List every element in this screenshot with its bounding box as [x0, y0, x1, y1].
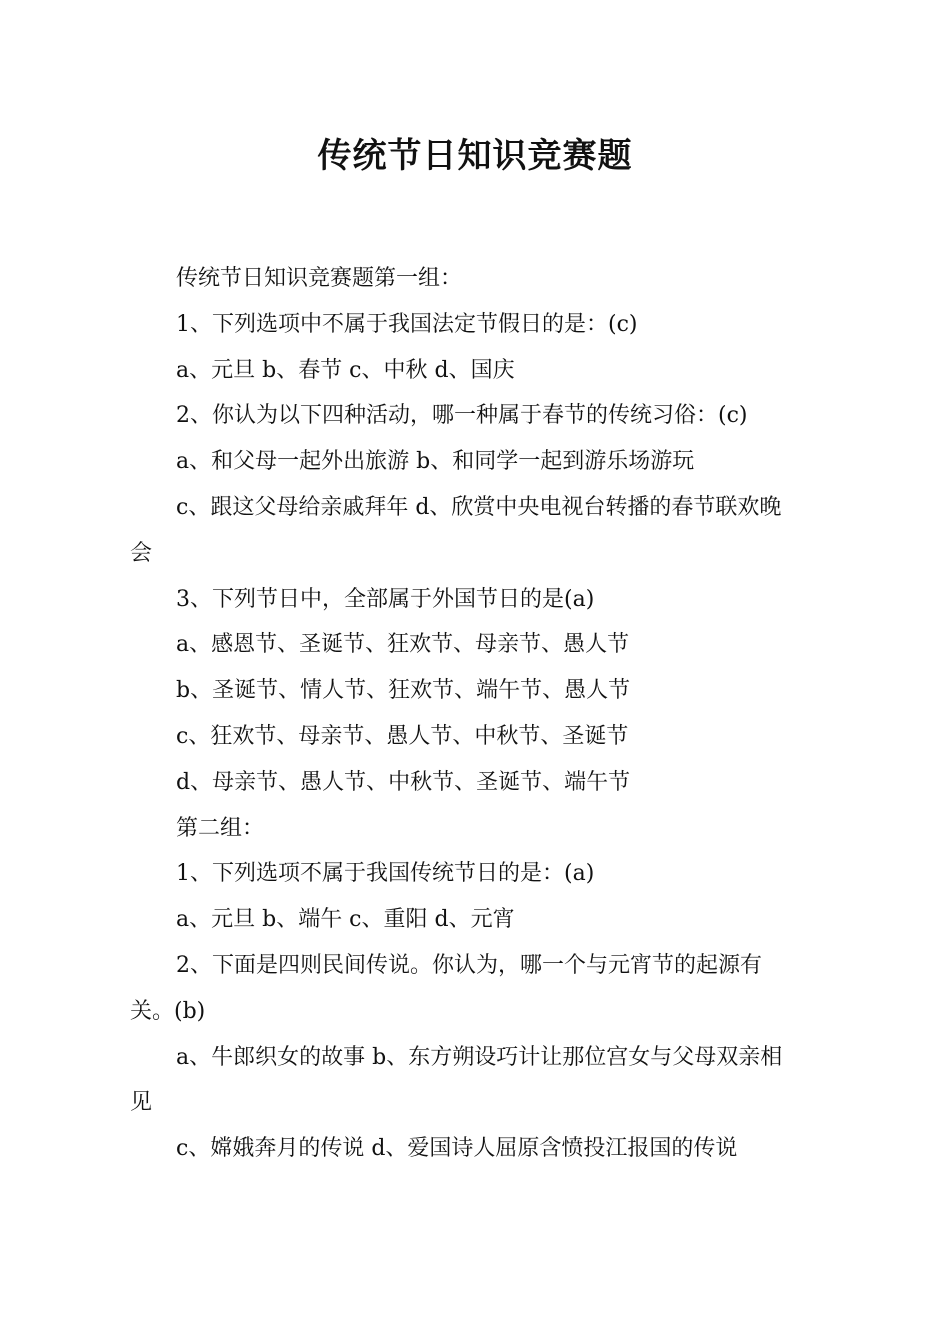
paragraph: 1、下列选项中不属于我国法定节假日的是：(c)	[176, 311, 638, 337]
paragraph: a、元旦 b、春节 c、中秋 d、国庆	[176, 357, 515, 383]
paragraph: 2、下面是四则民间传说。你认为，哪一个与元宵节的起源有关。(b)	[130, 952, 762, 1024]
paragraph: 传统节日知识竞赛题第一组：	[176, 266, 463, 291]
paragraph: a、元旦 b、端午 c、重阳 d、元宵	[176, 907, 515, 933]
paragraph: c、跟这父母给亲戚拜年 d、欣赏中央电视台转播的春节联欢晚会	[130, 494, 782, 566]
paragraph: a、感恩节、圣诞节、狂欢节、母亲节、愚人节	[176, 632, 630, 658]
paragraph: 第二组：	[176, 815, 265, 841]
paragraph: d、母亲节、愚人节、中秋节、圣诞节、端午节	[176, 769, 631, 795]
paragraph: a、牛郎织女的故事 b、东方朔设巧计让那位宫女与父母双亲相见	[130, 1044, 783, 1116]
paragraph: 2、你认为以下四种活动，哪一种属于春节的传统习俗：(c)	[176, 403, 748, 429]
paragraph: a、和父母一起外出旅游 b、和同学一起到游乐场游玩	[176, 449, 695, 475]
document-title: 传统节日知识竞赛题	[317, 136, 633, 176]
paragraph: b、圣诞节、情人节、狂欢节、端午节、愚人节	[176, 678, 631, 704]
paragraph: 1、下列选项不属于我国传统节日的是：(a)	[176, 861, 595, 887]
paragraph: 3、下列节日中，全部属于外国节日的是(a)	[176, 586, 595, 612]
paragraph: c、狂欢节、母亲节、愚人节、中秋节、圣诞节	[176, 723, 629, 749]
paragraph: c、嫦娥奔月的传说 d、爱国诗人屈原含愤投江报国的传说	[176, 1136, 738, 1162]
document-body	[130, 256, 800, 1172]
